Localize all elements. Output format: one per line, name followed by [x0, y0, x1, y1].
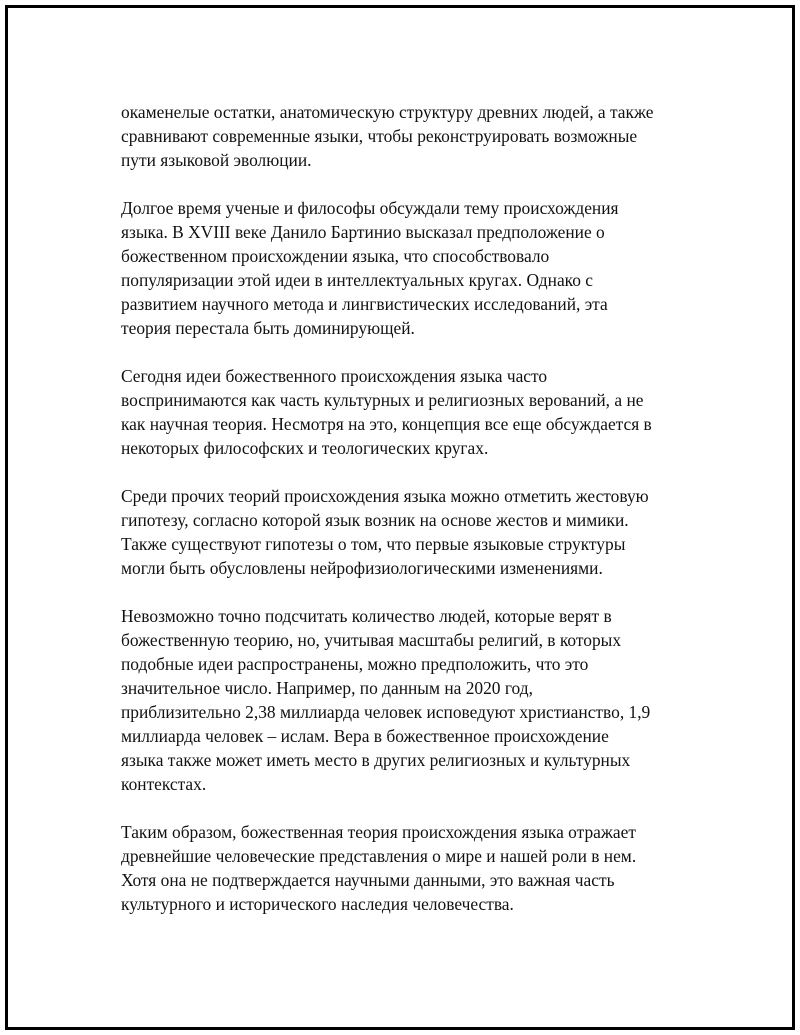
text-line: приблизительно 2,38 миллиарда человек исповедуют христианство, 1,9	[121, 702, 651, 722]
paragraph	[121, 196, 701, 340]
paragraph	[121, 100, 701, 172]
text-line: популяризации этой идеи в интеллектуальных кругах. Однако с	[121, 270, 594, 290]
text-line: Таким образом, божественная теория происхождения языка отражает	[121, 822, 636, 842]
text-line: божественном происхождении языка, что способствовало	[121, 246, 550, 266]
text-line: подобные идеи распространены, можно предположить, что это	[121, 654, 589, 674]
text-line: воспринимаются как часть культурных и религиозных верований, а не	[121, 390, 644, 410]
text-line: некоторых философских и теологических кругах.	[121, 438, 489, 458]
text-line: значительное число. Например, по данным на 2020 год,	[121, 678, 533, 698]
text-line: как научная теория. Несмотря на это, концепция все еще обсуждается в	[121, 414, 652, 434]
text-line: пути языковой эволюции.	[121, 150, 312, 170]
text-line: контекстах.	[121, 774, 207, 794]
text-line: Среди прочих теорий происхождения языка можно отметить жестовую	[121, 486, 649, 506]
text-line: Невозможно точно подсчитать количество людей, которые верят в	[121, 606, 612, 626]
text-line: языка также может иметь место в других религиозных и культурных	[121, 750, 631, 770]
text-line: древнейшие человеческие представления о мире и нашей роли в нем.	[121, 846, 637, 866]
text-line: гипотезу, согласно которой язык возник на основе жестов и мимики.	[121, 510, 629, 530]
text-line: развитием научного метода и лингвистических исследований, эта	[121, 294, 608, 314]
text-line: Сегодня идеи божественного происхождения языка часто	[121, 366, 548, 386]
text-line: Долгое время ученые и философы обсуждали тему происхождения	[121, 198, 619, 218]
text-line: Также существуют гипотезы о том, что первые языковые структуры	[121, 534, 626, 554]
text-line: языка. В XVIII веке Данило Бартинио высказал предположение о	[121, 222, 605, 242]
text-line: божественную теорию, но, учитывая масштабы религий, в которых	[121, 630, 622, 650]
paragraph	[121, 604, 701, 796]
text-line: окаменелые остатки, анатомическую структуру древних людей, а также	[121, 102, 654, 122]
paragraph	[121, 484, 701, 580]
document-body	[121, 100, 701, 940]
text-line: Хотя она не подтверждается научными данными, это важная часть	[121, 870, 615, 890]
paragraph	[121, 820, 701, 916]
paragraph	[121, 364, 701, 460]
text-line: могли быть обусловлены нейрофизиологическими изменениями.	[121, 558, 603, 578]
text-line: сравнивают современные языки, чтобы реконструировать возможные	[121, 126, 638, 146]
text-line: миллиарда человек – ислам. Вера в божественное происхождение	[121, 726, 609, 746]
text-line: культурного и исторического наследия человечества.	[121, 894, 514, 914]
text-line: теория перестала быть доминирующей.	[121, 318, 415, 338]
page-frame	[5, 5, 795, 1030]
